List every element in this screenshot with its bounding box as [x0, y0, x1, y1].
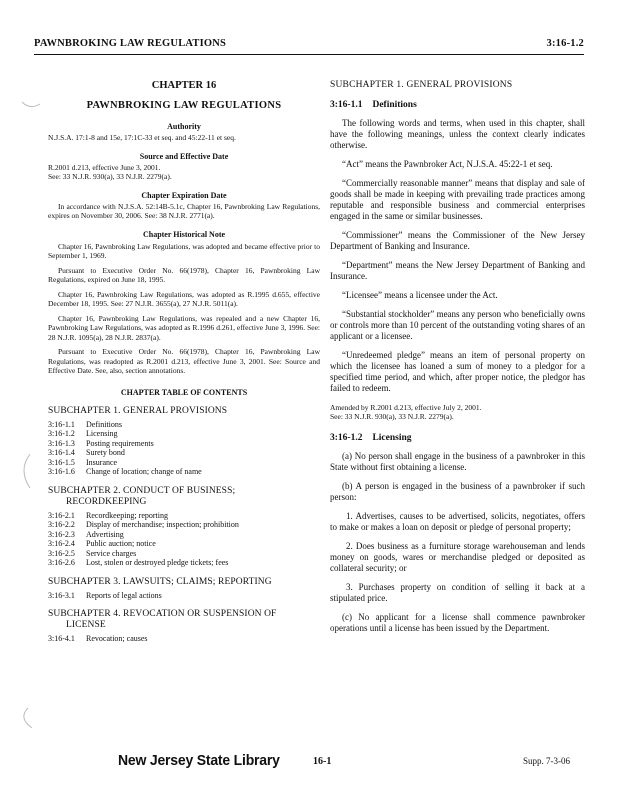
definition-paragraph: “Licensee” means a licensee under the Act.: [342, 290, 498, 300]
toc-entry[interactable]: [48, 558, 320, 568]
toc-entry-number: 3:16-2.2: [48, 520, 75, 529]
licensing-paragraph: (c) No applicant for a license shall commence pawnbroker operations until a license has been issued by the Department.: [330, 612, 585, 633]
toc-entry-title: Public auction; notice: [86, 539, 156, 548]
chapter-number: CHAPTER 16: [151, 80, 217, 91]
toc-entry[interactable]: [48, 591, 320, 601]
history-note: Chapter 16, Pawnbroking Law Regulations, was adopted and became effective prior to September 1, 1969.: [48, 241, 320, 260]
left-column: [48, 76, 320, 644]
toc-entry-title: Lost, stolen or destroyed pledge tickets; fees: [86, 558, 229, 567]
toc-entry-number: 3:16-3.1: [48, 590, 75, 600]
toc-entry-title: Insurance: [86, 457, 118, 467]
toc-entry-number: 3:16-1.5: [48, 457, 75, 467]
amendment-line: See: 33 N.J.R. 930(a), 33 N.J.R. 2279(a).: [330, 412, 454, 421]
toc-entry-title: Display of merchandise; inspection; prohibition: [86, 520, 239, 529]
toc-entry-number: 3:16-2.5: [48, 548, 75, 558]
toc-entry[interactable]: [48, 439, 320, 449]
definition-paragraph: The following words and terms, when used in this chapter, shall have the following meanings, unless the context clearly indicates otherwise.: [330, 118, 585, 150]
amendment-note: [330, 403, 585, 421]
toc-entry-title: Change of location; change of name: [86, 467, 202, 476]
toc-entry-number: 3:16-1.1: [48, 419, 75, 429]
toc-entry-title: Reports of legal actions: [86, 590, 162, 600]
authority-heading: Authority: [167, 122, 201, 131]
punch-hole-mark-bottom: [16, 706, 38, 732]
licensing-list-item: 1. Advertises, causes to be advertised, solicits, negotiates, offers to make or makes a loan on deposit or pledge of personal property;: [330, 511, 585, 532]
section-number: 3:16-1.2: [330, 433, 363, 443]
expiration-heading: Chapter Expiration Date: [141, 190, 227, 200]
toc-entry[interactable]: [48, 634, 320, 644]
toc-subchapter-title-continued: LICENSE: [66, 620, 106, 630]
toc-entry-title: Recordkeeping; reporting: [86, 510, 168, 520]
toc-entry-number: 3:16-1.2: [48, 429, 75, 438]
header-rule: [34, 54, 584, 55]
history-note: Chapter 16, Pawnbroking Law Regulations, was adopted as R.1995 d.655, effective December 18, 1995. See: 27 N.J.R. 3655(a), 27 N.J.R. 5011(a).: [48, 289, 320, 308]
toc-entry[interactable]: [48, 448, 320, 458]
toc-entry-number: 3:16-2.4: [48, 539, 75, 548]
licensing-paragraph: (b) A person is engaged in the business of a pawnbroker if such person:: [330, 481, 585, 502]
toc-subchapter-title-continued: RECORDKEEPING: [66, 496, 147, 507]
definition-paragraph: “Substantial stockholder” means any person who beneficially owns or controls more than 10 percent of the outstanding voting shares of an applicant or a licensee.: [330, 309, 585, 341]
definition-paragraph: “Act” means the Pawnbroker Act, N.J.S.A. 45:22-1 et seq.: [342, 159, 553, 169]
toc-subchapter-title: SUBCHAPTER 3. LAWSUITS; CLAIMS; REPORTING: [48, 576, 272, 587]
toc-subchapter-4: [48, 609, 320, 644]
history-note: Pursuant to Executive Order No. 66(1978), Chapter 16, Pawnbroking Law Regulations, expired on June 18, 1995.: [48, 265, 320, 284]
toc-entry-number: 3:16-1.4: [48, 448, 75, 457]
toc-entry-title: Surety bond: [86, 448, 125, 457]
toc-subchapter-title: SUBCHAPTER 1. GENERAL PROVISIONS: [48, 405, 228, 416]
amendment-line: Amended by R.2001 d.213, effective July 2, 2001.: [330, 403, 482, 412]
toc-entry-title: Licensing: [86, 429, 118, 438]
definition-paragraph: “Department” means the New Jersey Department of Banking and Insurance.: [330, 260, 585, 281]
toc-entry-number: 3:16-2.1: [48, 510, 75, 520]
toc-entry[interactable]: [48, 458, 320, 468]
toc-heading: CHAPTER TABLE OF CONTENTS: [120, 387, 248, 397]
section-title: Definitions: [372, 100, 417, 110]
section-title: Licensing: [372, 433, 412, 443]
subchapter-title: SUBCHAPTER 1. GENERAL PROVISIONS: [330, 80, 513, 90]
authority-text: N.J.S.A. 17:1-8 and 15e, 17:1C-33 et seq. and 45:22-11 et seq.: [48, 133, 236, 142]
punch-hole-mark-middle: [16, 452, 36, 492]
section-heading-licensing: [330, 433, 585, 443]
licensing-list-item: 2. Does business as a furniture storage warehouseman and lends money on goods, wares or merchandise pledged or deposited as collateral security; or: [330, 541, 585, 573]
toc-subchapter-2: [48, 486, 320, 568]
source-heading: Source and Effective Date: [139, 151, 229, 161]
toc-entry[interactable]: [48, 467, 320, 477]
toc-subchapter-3: [48, 577, 320, 601]
toc-entry[interactable]: [48, 530, 320, 540]
toc-entry-number: 3:16-2.3: [48, 529, 75, 539]
toc-entry-number: 3:16-1.6: [48, 467, 75, 476]
page-number: 16-1: [313, 756, 332, 767]
source-line-1: R.2001 d.213, effective June 3, 2001.: [48, 162, 161, 172]
toc-entry[interactable]: [48, 420, 320, 430]
toc-entry[interactable]: [48, 549, 320, 559]
toc-entry-number: 3:16-2.6: [48, 558, 75, 567]
header-section-number: 3:16-1.2: [546, 38, 584, 49]
toc-subchapter-1: [48, 406, 320, 477]
library-stamp: New Jersey State Library: [118, 751, 280, 769]
supplement-date: Supp. 7-3-06: [523, 756, 570, 766]
toc-entry[interactable]: [48, 429, 320, 439]
source-line-2: See: 33 N.J.R. 930(a), 33 N.J.R. 2279(a).: [48, 172, 172, 181]
history-note: Chapter 16, Pawnbroking Law Regulations, was repealed and a new Chapter 16, Pawnbroking Law Regulations, was adopted as R.1996 d.261, effective June 3, 1996. See: 28 N.J.R. 1095(a), 28 N.J.R. 2837(a).: [48, 313, 320, 342]
expiration-text: In accordance with N.J.S.A. 52:14B-5.1c, Chapter 16, Pawnbroking Law Regulations, expires on November 30, 2006. See: 38 N.J.R. 2771(a).: [48, 201, 320, 220]
toc-entry[interactable]: [48, 511, 320, 521]
toc-entry-title: Service charges: [86, 548, 137, 558]
history-note: Pursuant to Executive Order No. 66(1978), Chapter 16, Pawnbroking Law Regulations, was readopted as R.2001 d.213, effective June 3, 2001. See: Source and Effective Date. See, also, section annotations.: [48, 347, 320, 375]
toc-entry-title: Posting requirements: [86, 438, 154, 448]
section-number: 3:16-1.1: [330, 100, 363, 110]
chapter-title: PAWNBROKING LAW REGULATIONS: [86, 100, 282, 111]
toc-subchapter-title: SUBCHAPTER 2. CONDUCT OF BUSINESS;: [48, 485, 236, 496]
toc-entry-title: Revocation; causes: [86, 634, 148, 643]
header-title: PAWNBROKING LAW REGULATIONS: [34, 38, 227, 49]
definition-paragraph: “Commercially reasonable manner” means that display and sale of goods shall be made in keeping with prevailing trade practices among reputable and responsible business and commercial enterprises engaged in the same or similar businesses.: [330, 178, 585, 221]
definition-paragraph: “Commissioner” means the Commissioner of the New Jersey Department of Banking and Insurance.: [330, 230, 585, 251]
toc-entry-title: Advertising: [86, 529, 124, 539]
licensing-paragraph: (a) No person shall engage in the business of a pawnbroker in this State without first obtaining a license.: [330, 451, 585, 472]
toc-entry-number: 3:16-4.1: [48, 634, 75, 643]
punch-hole-mark-top: [20, 98, 42, 112]
toc-entry[interactable]: [48, 520, 320, 530]
licensing-list-item: 3. Purchases property on condition of selling it back at a stipulated price.: [330, 582, 585, 603]
section-heading-definitions: [330, 100, 585, 110]
right-column: [330, 76, 585, 634]
definition-paragraph: “Unredeemed pledge” means an item of personal property on which the licensee has loaned a sum of money to a pledgor for a specified time period, and which, after proper notice, the pledgor has failed to redeem.: [330, 350, 585, 393]
history-heading: Chapter Historical Note: [142, 229, 226, 239]
running-header: [34, 38, 584, 49]
toc-entry-number: 3:16-1.3: [48, 438, 75, 448]
toc-entry-title: Definitions: [86, 419, 122, 429]
toc-subchapter-title: SUBCHAPTER 4. REVOCATION OR SUSPENSION OF: [48, 609, 277, 619]
toc-entry[interactable]: [48, 539, 320, 549]
